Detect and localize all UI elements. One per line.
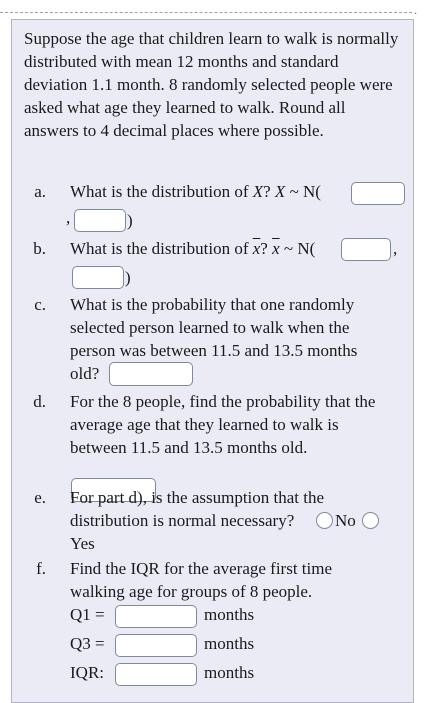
question-panel: [11, 19, 414, 703]
question-b-var2: $\overline{x}$: [272, 239, 280, 258]
question-a-close: ): [127, 211, 133, 230]
question-f-label: f.: [36, 559, 46, 578]
question-c-probability-input[interactable]: [109, 362, 193, 386]
question-c-line2: selected person learned to walk when the: [70, 318, 350, 337]
question-b-qmark: ?: [260, 239, 268, 258]
question-b-text: [70, 237, 315, 260]
iqr-label: IQR:: [70, 663, 104, 682]
question-a-var: X: [252, 182, 264, 201]
question-e-label: e.: [34, 488, 46, 507]
question-b-sd-input[interactable]: [72, 266, 124, 289]
iqr-input[interactable]: [115, 663, 197, 686]
problem-intro: Suppose the age that children learn to walk is normally distributed with mean 12 months and standard deviation 1.1 month. 8 randomly selected people were asked what age they learned to walk. Round all answers to 4 decimal places where possible.: [24, 29, 399, 140]
q3-label: Q3 =: [70, 634, 105, 653]
question-e-line1: For part d), is the assumption that the: [70, 488, 325, 507]
question-f-line2: walking age for groups of 8 people.: [70, 582, 313, 601]
question-d-line2: average age that they learned to walk is: [70, 415, 339, 434]
q3-input[interactable]: [115, 634, 197, 657]
question-a-comma: ,: [66, 208, 71, 227]
top-divider-mark: ·: [414, 9, 418, 20]
question-a-text: [70, 180, 321, 203]
question-d-line1: For the 8 people, find the probability that the: [70, 392, 376, 411]
question-b-comma: ,: [393, 239, 398, 258]
option-yes-radio[interactable]: [362, 512, 379, 529]
question-a: [12, 180, 415, 240]
question-f: [12, 557, 415, 697]
top-divider: [0, 12, 412, 13]
question-a-sd-input[interactable]: [74, 209, 126, 232]
iqr-unit: months: [204, 663, 255, 682]
question-b-close: ): [125, 268, 131, 287]
question-e-line2: distribution is normal necessary?: [70, 511, 295, 530]
option-yes-label: Yes: [70, 534, 95, 553]
question-a-label: a.: [34, 182, 46, 201]
question-c: [12, 293, 415, 393]
question-b-prompt: What is the distribution of: [70, 239, 249, 258]
question-c-line1: What is the probability that one randomly: [70, 295, 355, 314]
question-c-label: c.: [34, 295, 46, 314]
question-d-label: d.: [33, 392, 46, 411]
question-b-dist: ~ N(: [283, 239, 316, 258]
question-b-label: b.: [33, 239, 46, 258]
q3-unit: months: [204, 634, 255, 653]
question-c-line4: old?: [70, 364, 100, 383]
q1-label: Q1 =: [70, 605, 105, 624]
q1-unit: months: [204, 605, 255, 624]
q1-input[interactable]: [115, 605, 197, 628]
option-no-label: No: [335, 511, 356, 530]
question-e: [12, 486, 415, 566]
question-a-dist: ~ N(: [289, 182, 321, 201]
option-no-radio[interactable]: [316, 512, 333, 529]
question-f-line1: Find the IQR for the average first time: [70, 559, 333, 578]
question-a-prompt: What is the distribution of: [70, 182, 249, 201]
question-d: [12, 390, 415, 490]
question-b: [12, 237, 415, 297]
question-a-var2: X: [274, 182, 286, 201]
question-a-qmark: ?: [263, 182, 271, 201]
question-b-mean-input[interactable]: [341, 238, 391, 261]
question-b-var: $\overline{x}$: [252, 239, 261, 258]
question-c-line3: person was between 11.5 and 13.5 months: [70, 341, 358, 360]
question-d-line3: between 11.5 and 13.5 months old.: [70, 438, 308, 457]
question-a-mean-input[interactable]: [351, 182, 405, 205]
